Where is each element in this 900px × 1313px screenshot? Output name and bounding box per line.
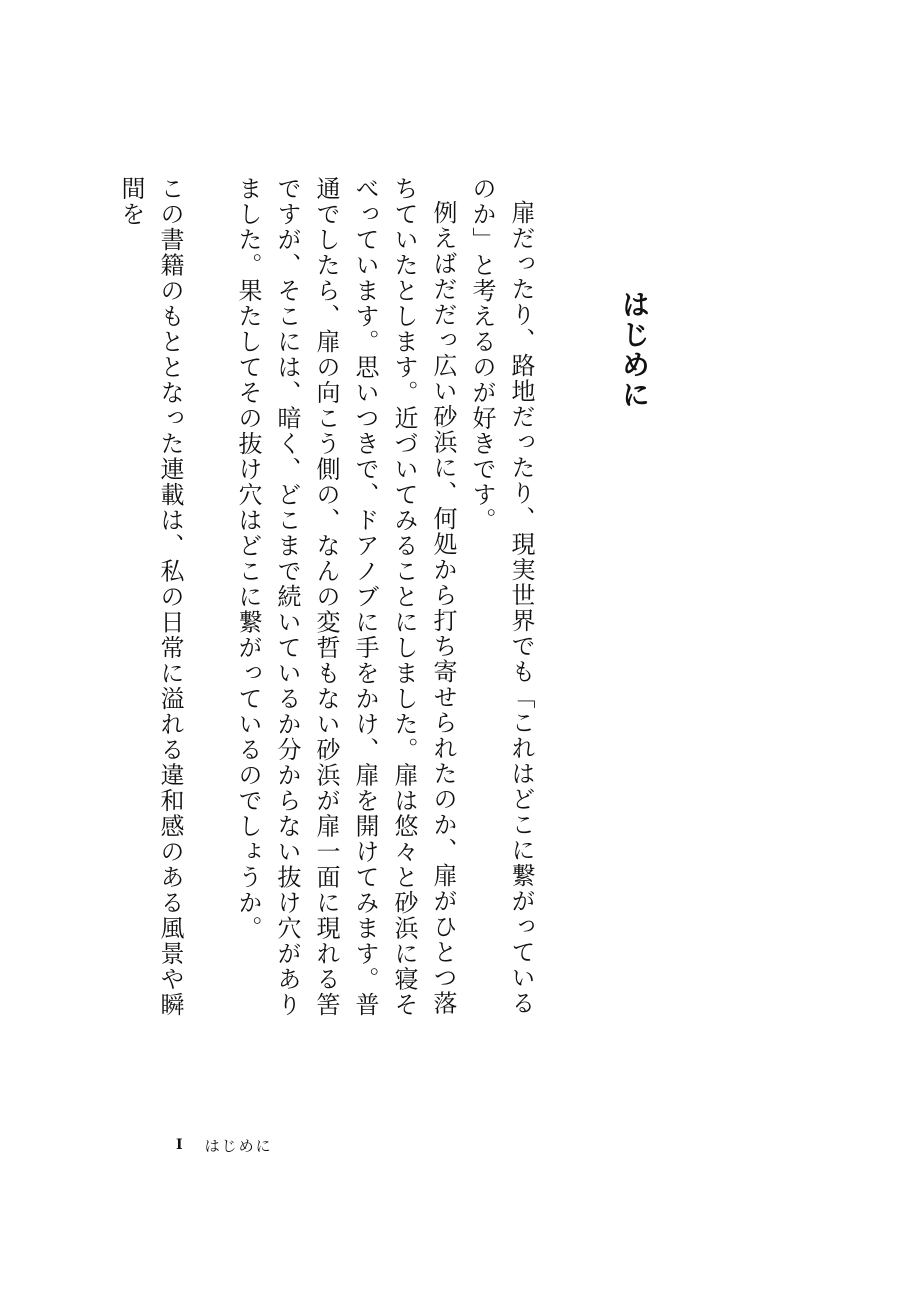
paragraph-2: 例えばだだっ広い砂浜に、何処から打ち寄せられたのか、扉がひとつ落ちていたとします。近づいてみることにしました。扉は悠々と砂浜に寝そべっています。思いつきで、ドアノブに手をかけ、扉を開けてみます。普通でしたら、扉の向こう側の、なんの変哲もない砂浜が扉一面に現れる筈ですが、そこには、暗く、どこまで続いているか分からない抜け穴がありました。果たしてその抜け穴はどこに繋がっているのでしょうか。 xyxy=(234,176,457,1018)
paragraph-1: 扉だったり、路地だったり、現実世界でも「これはどこに繋がっているのか」と考えるのが好きです。 xyxy=(468,176,535,1016)
paragraph-spacer xyxy=(189,176,228,1026)
page-footer xyxy=(176,1130,273,1160)
paragraph-3: この書籍のもととなった連載は、私の日常に溢れる違和感のある風景や瞬間を xyxy=(117,176,184,1018)
body-text xyxy=(117,176,540,1026)
page-number: I xyxy=(176,1137,183,1153)
chapter-title: はじめに xyxy=(618,290,651,410)
running-head: はじめに xyxy=(204,1136,273,1155)
